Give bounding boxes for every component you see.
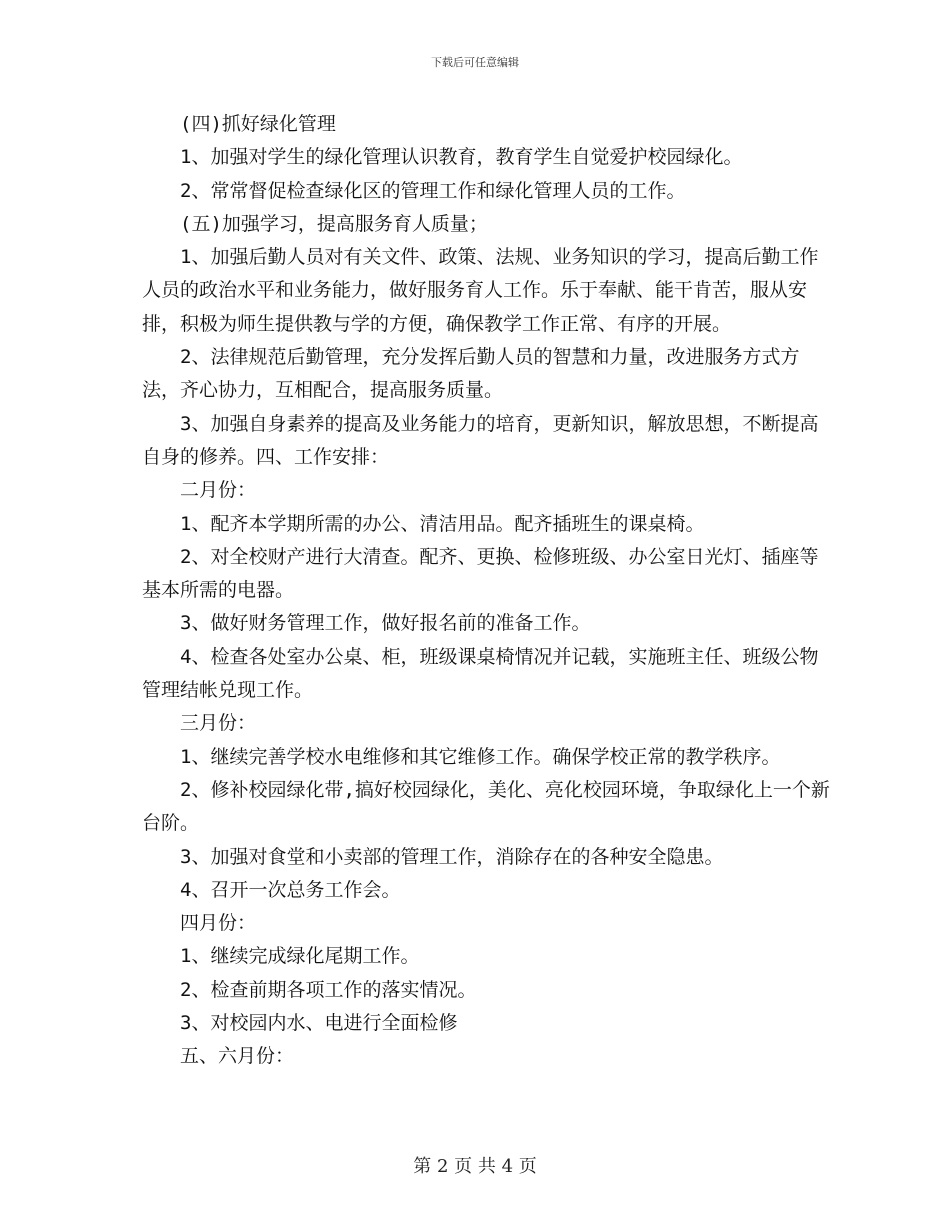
paragraph: 3、加强自身素养的提高及业务能力的培育，更新知识，解放思想，不断提高自身的修养。四、工作安排： [142, 412, 819, 468]
month-heading: 二月份： [180, 479, 257, 502]
paragraph: 3、对校园内水、电进行全面检修 [180, 1012, 458, 1035]
page-header: 下载后可任意编辑 [431, 56, 519, 69]
paragraph: 3、做好财务管理工作，做好报名前的准备工作。 [180, 612, 591, 635]
section-heading: (五)加强学习，提高服务育人质量； [180, 212, 488, 235]
paragraph: 1、加强后勤人员对有关文件、政策、法规、业务知识的学习，提高后勤工作人员的政治水平和业务能力，做好服务育人工作。乐于奉献、能干肯苦，服从安排，积极为师生提供教与学的方便，确保教学工作正常、有序的开展。 [142, 246, 819, 335]
document-body [142, 108, 832, 1074]
paragraph: 2、常常督促检查绿化区的管理工作和绿化管理人员的工作。 [180, 179, 686, 202]
month-heading: 四月份： [180, 912, 257, 935]
paragraph: 1、继续完善学校水电维修和其它维修工作。确保学校正常的教学秩序。 [180, 745, 781, 768]
section-heading: (四)抓好绿化管理 [180, 113, 336, 135]
month-heading: 五、六月份： [180, 1045, 295, 1068]
paragraph: 1、加强对学生的绿化管理认识教育，教育学生自觉爱护校园绿化。 [180, 146, 743, 169]
paragraph: 3、加强对食堂和小卖部的管理工作，消除存在的各种安全隐患。 [180, 845, 724, 868]
month-heading: 三月份： [180, 712, 257, 735]
paragraph: 2、对全校财产进行大清查。配齐、更换、检修班级、办公室日光灯、插座等基本所需的电器。 [142, 545, 819, 602]
paragraph: 1、继续完成绿化尾期工作。 [180, 945, 420, 968]
paragraph: 4、检查各处室办公桌、柜，班级课桌椅情况并记载，实施班主任、班级公物管理结帐兑现工作。 [142, 645, 819, 702]
paragraph: 2、修补校园绿化带,搞好校园绿化，美化、亮化校园环境，争取绿化上一个新台阶。 [142, 778, 830, 835]
page-number: 第 2 页 共 4 页 [413, 1156, 537, 1177]
paragraph: 1、配齐本学期所需的办公、清洁用品。配齐插班生的课桌椅。 [180, 512, 705, 535]
paragraph: 2、检查前期各项工作的落实情况。 [180, 978, 477, 1001]
paragraph: 4、召开一次总务工作会。 [180, 878, 401, 901]
paragraph: 2、法律规范后勤管理，充分发挥后勤人员的智慧和力量，改进服务方式方法，齐心协力，互相配合，提高服务质量。 [142, 346, 800, 402]
